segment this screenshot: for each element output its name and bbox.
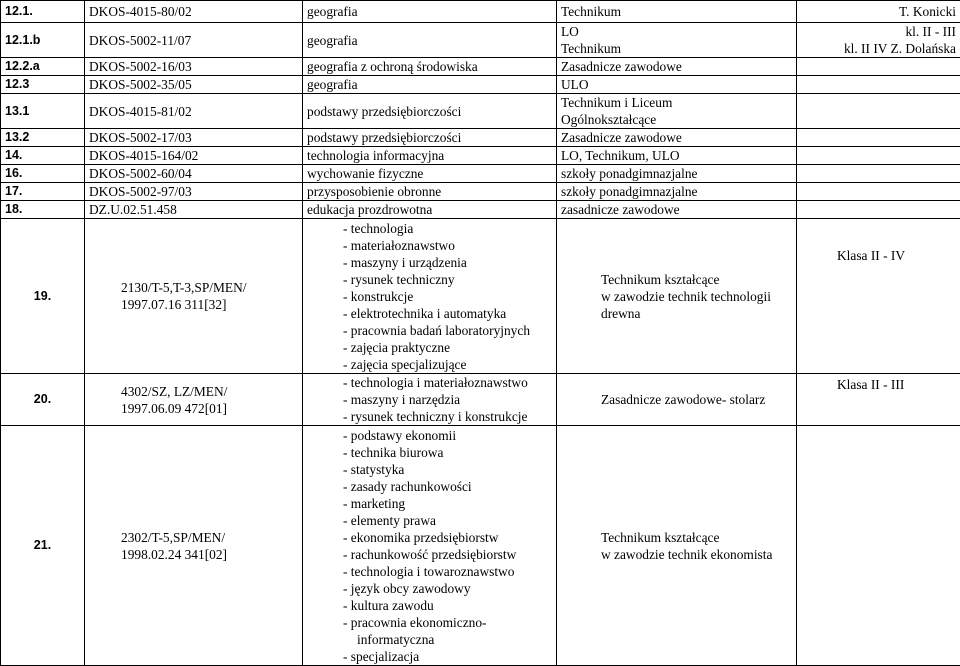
table-row bbox=[1, 183, 960, 201]
remarks: Klasa II - III bbox=[797, 374, 960, 426]
subject-item: - elektrotechnika i automatyka bbox=[343, 305, 552, 322]
subject-item: - język obcy zawodowy bbox=[343, 580, 552, 597]
table-row bbox=[1, 374, 960, 426]
subject-item: - zasady rachunkowości bbox=[343, 478, 552, 495]
code-line: 1997.07.16 311[32] bbox=[121, 296, 298, 313]
subject-item: - podstawy ekonomii bbox=[343, 427, 552, 444]
school-type bbox=[557, 23, 797, 58]
table-row bbox=[1, 201, 960, 219]
table-row bbox=[1, 147, 960, 165]
subject: wychowanie fizyczne bbox=[303, 165, 557, 183]
row-number: 12.2.a bbox=[1, 58, 85, 76]
subject-item: - rysunek techniczny bbox=[343, 271, 552, 288]
subject-list bbox=[303, 426, 557, 666]
program-code bbox=[85, 426, 303, 666]
school-type bbox=[557, 219, 797, 374]
remarks bbox=[797, 183, 960, 201]
table-row bbox=[1, 1, 960, 23]
program-code: DKOS-4015-80/02 bbox=[85, 1, 303, 23]
remarks bbox=[797, 23, 960, 58]
remarks bbox=[797, 76, 960, 94]
subject: przysposobienie obronne bbox=[303, 183, 557, 201]
program-code: DZ.U.02.51.458 bbox=[85, 201, 303, 219]
code-line: 4302/SZ, LZ/MEN/ bbox=[121, 383, 298, 400]
subject-item: - materiałoznawstwo bbox=[343, 237, 552, 254]
school-line: Technikum kształcące bbox=[601, 529, 792, 546]
subject-item: - maszyny i urządzenia bbox=[343, 254, 552, 271]
subject-item: - pracownia badań laboratoryjnych bbox=[343, 322, 552, 339]
remarks bbox=[797, 94, 960, 129]
school-type: Zasadnicze zawodowe bbox=[557, 129, 797, 147]
subject-item: - ekonomika przedsiębiorstw bbox=[343, 529, 552, 546]
remarks bbox=[797, 58, 960, 76]
subject: geografia z ochroną środowiska bbox=[303, 58, 557, 76]
subject-item: - maszyny i narzędzia bbox=[343, 391, 552, 408]
subject-item: - technologia i materiałoznawstwo bbox=[343, 374, 552, 391]
subject-item: - technika biurowa bbox=[343, 444, 552, 461]
row-number: 21. bbox=[1, 426, 85, 666]
program-code bbox=[85, 374, 303, 426]
row-number: 12.1. bbox=[1, 1, 85, 23]
table-row bbox=[1, 23, 960, 58]
remarks bbox=[797, 147, 960, 165]
school-line: Technikum kształcące bbox=[601, 271, 792, 288]
school-type: ULO bbox=[557, 76, 797, 94]
row-number: 17. bbox=[1, 183, 85, 201]
remarks bbox=[797, 129, 960, 147]
school-type: szkoły ponadgimnazjalne bbox=[557, 165, 797, 183]
school-line: Ogólnokształcące bbox=[561, 111, 792, 128]
school-line: LO bbox=[561, 23, 792, 40]
row-number: 14. bbox=[1, 147, 85, 165]
subject-list bbox=[303, 374, 557, 426]
subject-item: - technologia bbox=[343, 220, 552, 237]
remarks-line: kl. II - III bbox=[801, 23, 956, 40]
remarks bbox=[797, 201, 960, 219]
row-number: 16. bbox=[1, 165, 85, 183]
subject-item: informatyczna bbox=[343, 631, 552, 648]
table-row bbox=[1, 94, 960, 129]
code-line: 2302/T-5,SP/MEN/ bbox=[121, 529, 298, 546]
program-code: DKOS-5002-16/03 bbox=[85, 58, 303, 76]
subject: edukacja prozdrowotna bbox=[303, 201, 557, 219]
subject-item: - elementy prawa bbox=[343, 512, 552, 529]
table-row bbox=[1, 426, 960, 666]
row-number: 13.2 bbox=[1, 129, 85, 147]
school-type: szkoły ponadgimnazjalne bbox=[557, 183, 797, 201]
subject-item: - rysunek techniczny i konstrukcje bbox=[343, 408, 552, 425]
subject-item: - pracownia ekonomiczno- bbox=[343, 614, 552, 631]
subject-item: - technologia i towaroznawstwo bbox=[343, 563, 552, 580]
subject-item: - zajęcia specjalizujące bbox=[343, 356, 552, 373]
school-line: Technikum i Liceum bbox=[561, 94, 792, 111]
table-row bbox=[1, 219, 960, 374]
subject-item: - zajęcia praktyczne bbox=[343, 339, 552, 356]
table-row bbox=[1, 165, 960, 183]
school-type: Zasadnicze zawodowe bbox=[557, 58, 797, 76]
school-type: Technikum bbox=[557, 1, 797, 23]
table-row bbox=[1, 76, 960, 94]
subject-item: - rachunkowość przedsiębiorstw bbox=[343, 546, 552, 563]
school-line: drewna bbox=[601, 305, 792, 322]
table-row bbox=[1, 58, 960, 76]
subject: geografia bbox=[303, 76, 557, 94]
subject-list bbox=[303, 219, 557, 374]
code-line: 1997.06.09 472[01] bbox=[121, 400, 298, 417]
subject: technologia informacyjna bbox=[303, 147, 557, 165]
row-number: 13.1 bbox=[1, 94, 85, 129]
remarks bbox=[797, 165, 960, 183]
row-number: 12.1.b bbox=[1, 23, 85, 58]
code-line: 1998.02.24 341[02] bbox=[121, 546, 298, 563]
school-type: LO, Technikum, ULO bbox=[557, 147, 797, 165]
row-number: 18. bbox=[1, 201, 85, 219]
program-code: DKOS-4015-164/02 bbox=[85, 147, 303, 165]
school-line: Technikum bbox=[561, 40, 792, 57]
program-code: DKOS-5002-97/03 bbox=[85, 183, 303, 201]
remarks: T. Konicki bbox=[797, 1, 960, 23]
subject: geografia bbox=[303, 23, 557, 58]
program-code: DKOS-5002-11/07 bbox=[85, 23, 303, 58]
subject: podstawy przedsiębiorczości bbox=[303, 129, 557, 147]
remarks: Klasa II - IV bbox=[797, 219, 960, 374]
school-type: Zasadnicze zawodowe- stolarz bbox=[557, 374, 797, 426]
table-row bbox=[1, 129, 960, 147]
remarks bbox=[797, 426, 960, 666]
row-number: 19. bbox=[1, 219, 85, 374]
remarks-line: kl. II IV Z. Dolańska bbox=[801, 40, 956, 57]
program-code: DKOS-5002-17/03 bbox=[85, 129, 303, 147]
school-line: w zawodzie technik ekonomista bbox=[601, 546, 792, 563]
subject: podstawy przedsiębiorczości bbox=[303, 94, 557, 129]
school-type bbox=[557, 426, 797, 666]
subject-item: - marketing bbox=[343, 495, 552, 512]
program-code bbox=[85, 219, 303, 374]
code-line: 2130/T-5,T-3,SP/MEN/ bbox=[121, 279, 298, 296]
subject-item: - kultura zawodu bbox=[343, 597, 552, 614]
row-number: 12.3 bbox=[1, 76, 85, 94]
row-number: 20. bbox=[1, 374, 85, 426]
subject-item: - statystyka bbox=[343, 461, 552, 478]
subject-item: - konstrukcje bbox=[343, 288, 552, 305]
subject: geografia bbox=[303, 1, 557, 23]
school-line: w zawodzie technik technologii bbox=[601, 288, 792, 305]
subject-item: - specjalizacja bbox=[343, 648, 552, 665]
program-code: DKOS-5002-35/05 bbox=[85, 76, 303, 94]
program-code: DKOS-5002-60/04 bbox=[85, 165, 303, 183]
school-type bbox=[557, 94, 797, 129]
school-type: zasadnicze zawodowe bbox=[557, 201, 797, 219]
program-code: DKOS-4015-81/02 bbox=[85, 94, 303, 129]
